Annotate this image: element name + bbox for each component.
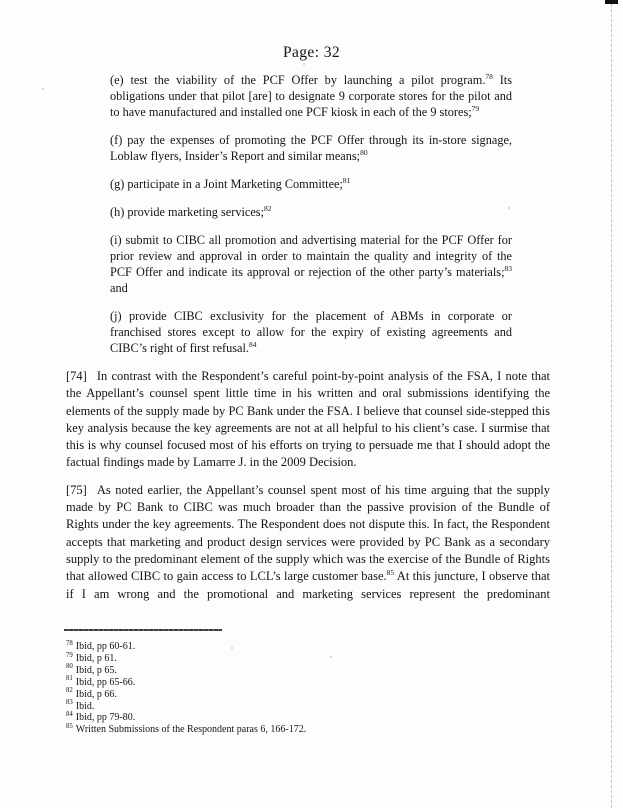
footnote-number: 82 [66, 687, 73, 695]
footnote-number: 80 [66, 663, 73, 671]
quoted-item: (f) pay the expenses of promoting the PCF Offer through its in-store signage, Loblaw flyers, Insider’s Report and similar means;$^{80}$ [110, 133, 512, 163]
footnote-ref: 79 [471, 103, 480, 113]
scan-speck [42, 88, 44, 90]
quoted-items-block [66, 72, 550, 356]
scan-page-edge-line [611, 4, 612, 808]
footnote-ref: 81 [342, 175, 351, 185]
footnote: $^{82}$ Ibid, p 66. [66, 687, 117, 700]
footnote-separator-rule [64, 629, 222, 631]
document-body [66, 72, 550, 603]
footnote-number: 83 [66, 699, 73, 707]
footnote-ref: 80 [360, 147, 368, 157]
footnote: $^{84}$ Ibid, pp 79-80. [66, 711, 136, 724]
scan-speck [330, 656, 332, 658]
footnote-ref: 78 [485, 71, 493, 81]
footnote-number: 84 [66, 711, 73, 719]
scan-corner-mark [605, 0, 618, 4]
footnotes-block [66, 641, 558, 736]
quoted-item: (i) submit to CIBC all promotion and advertising material for the PCF Offer for prior review and approval in order to maintain the quality and integrity of the PCF Offer and indicate its approval or rejection of the other party’s materials;$^{83}$ and [110, 233, 512, 295]
footnote: $^{79}$ Ibid, p 61. [66, 651, 117, 664]
footnote-number: 79 [66, 651, 73, 659]
footnote-ref: 83 [504, 263, 512, 273]
scan-speck [303, 63, 305, 65]
footnote: $^{85}$ Written Submissions of the Respondent paras 6, 166-172. [66, 723, 307, 736]
paragraphs-block [66, 368, 550, 603]
scan-speck [231, 647, 233, 649]
scan-speck [508, 207, 510, 209]
quoted-item: (h) provide marketing services;$^{82}$ [110, 203, 272, 219]
page-number-header: Page: 32 [282, 44, 340, 61]
footnote: $^{78}$ Ibid, pp 60-61. [66, 639, 136, 652]
quoted-item: (e) test the viability of the PCF Offer by launching a pilot program.$^{78}$ Its obligations under that pilot [are] to designate 9 corporate stores for the pilot and to have manufactured and installed one PCF kiosk in each of the 9 stores;$^{79}$ [110, 71, 513, 119]
footnote-number: 85 [66, 723, 73, 731]
footnote: $^{80}$ Ibid, p 65. [66, 663, 117, 676]
footnote-ref: 84 [249, 339, 257, 349]
footnote: $^{81}$ Ibid, pp 65-66. [66, 675, 136, 688]
footnote-number: 78 [66, 639, 73, 647]
footnote-number: 81 [66, 675, 73, 683]
paragraph-number: [75] [66, 482, 87, 497]
quoted-item: (g) participate in a Joint Marketing Committee;$^{81}$ [110, 175, 351, 191]
judgment-paragraph: [75] As noted earlier, the Appellant’s counsel spent most of his time arguing that the supply made by PC Bank to CIBC was much broader than the passive provision of the Bundle of Rights under the key agreements. The Respondent does not dispute this. In fact, the Respondent accepts that marketing and product design services were provided by PC Bank as a secondary supply to the predominant element of the supply which was the exercise of the Bundle of Rights that allowed CIBC to gain access to LCL’s large customer base.$^{85}$ At this juncture, I observe that if I am wrong and the promotional and marketing services represent the predominant [66, 482, 550, 601]
paragraph-number: [74] [66, 369, 87, 383]
footnote-ref: 85 [386, 568, 395, 578]
quoted-item: (j) provide CIBC exclusivity for the placement of ABMs in corporate or franchised stores except to allow for the expiry of existing agreements and CIBC’s right of first refusal.$^{84}$ [110, 309, 512, 355]
footnote: $^{83}$ Ibid. [66, 699, 95, 712]
judgment-paragraph: [74] In contrast with the Respondent’s careful point-by-point analysis of the FSA, I note that the Appellant’s counsel spent little time in his written and oral submissions identifying the elements of the supply made by PC Bank under the FSA. I believe that counsel side-stepped this key analysis because the key agreements are not at all helpful to his client’s case. I surmise that this is why counsel focused most of his efforts on trying to persuade me that I should adopt the factual findings made by Lamarre J. in the 2009 Decision. [66, 369, 550, 470]
footnote-ref: 82 [264, 203, 272, 213]
